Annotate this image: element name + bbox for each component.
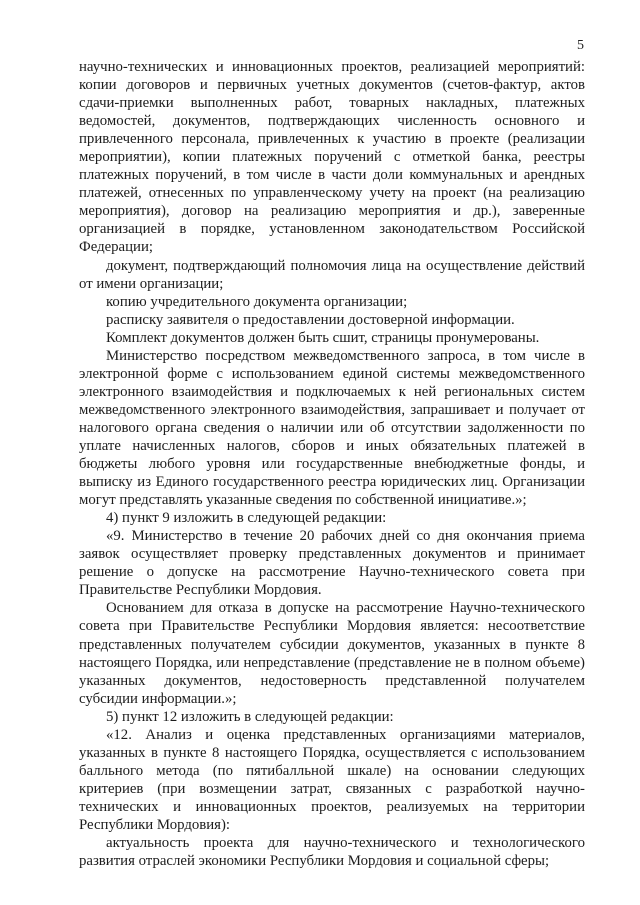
paragraph: Министерство посредством межведомственного запроса, в том числе в электронной форме с использованием единой системы межведомственного электронного взаимодействия и подключаемых к ней региональных систем межведомственного электронного взаимодействия, запрашивает и получает от налогового органа сведения о наличии или об отсутствии задолженности по уплате начисленных налогов, сборов и иных обязательных платежей в бюджеты любого уровня или государственные внебюджетные фонды, и выписку из Единого государственного реестра юридических лиц. Организации могут представлять указанные сведения по собственной инициативе.»; [79,347,585,509]
paragraph: копию учредительного документа организации; [106,293,408,310]
paragraph: «9. Министерство в течение 20 рабочих дней со дня окончания приема заявок осуществляет проверку представленных документов и принимает решение о допуске на рассмотрение Научно-технического совета при Правительстве Республики Мордовия. [79,528,585,599]
paragraph: 4) пункт 9 изложить в следующей редакции: [106,510,387,527]
paragraph: документ, подтверждающий полномочия лица на осуществление действий от имени организации; [79,257,585,292]
paragraph: Основанием для отказа в допуске на рассмотрение Научно-технического совета при Правительстве Республики Мордовия является: несоответствие представленных получателем субсидии документов, указанных в пункте 8 настоящего Порядка, или непредставление (представление не в полном объеме) указанных документов, недостоверность представленной получателем субсидии информации.»; [79,600,585,707]
paragraph: «12. Анализ и оценка представленных организациями материалов, указанных в пункте 8 настоящего Порядка, осуществляется с использованием балльного метода (по пятибалльной шкале) на основании следующих критериев (при возмещении затрат, связанных с разработкой научно-технических и инновационных проектов, реализуемых на территории Республики Мордовия): [79,726,585,833]
paragraph: 5) пункт 12 изложить в следующей редакции: [106,708,394,725]
paragraph: актуальность проекта для научно-технического и технологического развития отраслей экономики Республики Мордовия и социальной сферы; [79,835,585,870]
paragraph: расписку заявителя о предоставлении достоверной информации. [106,311,515,328]
page-number: 5 [577,38,584,53]
paragraph: Комплект документов должен быть сшит, страницы пронумерованы. [106,329,540,346]
document-body [79,58,585,870]
paragraph: научно-технических и инновационных проектов, реализацией мероприятий: копии договоров и первичных учетных документов (счетов-фактур, актов сдачи-приемки выполненных работ, товарных накладных, платежных ведомостей, документов, подтверждающих численность основного и привлеченного персонала, привлеченных к участию в проекте (реализации мероприятии), копии платежных поручений с отметкой банка, реестры платежных поручений, в том числе в части доли коммунальных и арендных платежей, отнесенных по управленческому учету на проект (на реализацию мероприятия), договор на реализацию мероприятия и др.), заверенные организацией в порядке, установленном законодательством Российской Федерации; [79,59,585,256]
